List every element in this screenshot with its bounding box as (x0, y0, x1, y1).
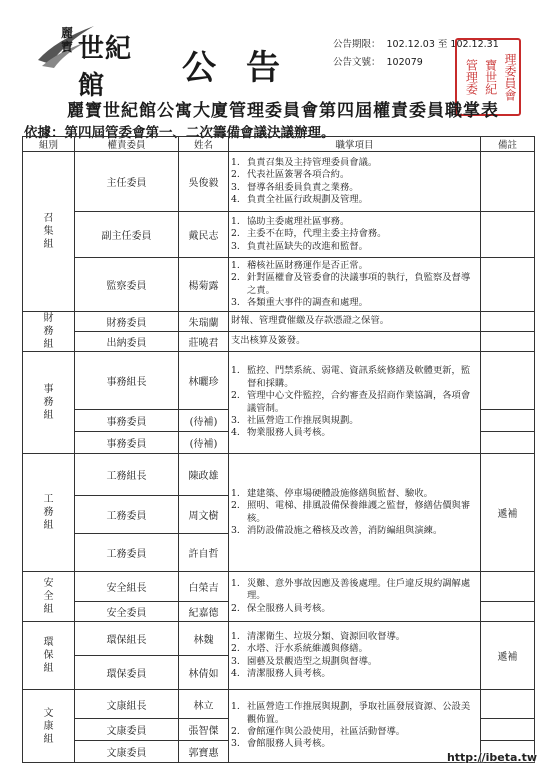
duties-cell (229, 312, 481, 332)
role-cell: 事務委員 (75, 410, 179, 432)
duty-item (231, 578, 478, 603)
table-row (23, 258, 535, 312)
duty-number: 3. (231, 524, 240, 536)
name-cell: 林魏 (179, 622, 229, 656)
name-cell: 楊菊露 (179, 258, 229, 312)
duty-item (231, 335, 478, 347)
note-cell (481, 719, 535, 741)
duty-item (231, 365, 478, 390)
duty-item (231, 643, 478, 655)
duty-text: 清潔衛生、垃圾分類、資源回收督導。 (247, 630, 406, 642)
duty-item (231, 488, 478, 500)
duty-text: 保全服務人員考核。 (247, 602, 331, 614)
duty-item (231, 525, 478, 537)
name-cell: 周文樹 (179, 496, 229, 534)
duty-text: 管理中心文件監控，合約審查及招商作業協調，各項會議管制。 (247, 390, 471, 414)
group-label: 事務組 (43, 384, 54, 421)
group-label: 召集組 (43, 213, 54, 250)
notice-period-label: 公告期限： (333, 39, 381, 50)
role-cell: 財務委員 (75, 312, 179, 332)
duty-number: 4. (231, 667, 240, 679)
name-cell: 林倩如 (179, 656, 229, 690)
name-cell: 戴民志 (179, 212, 229, 258)
logo-small-text: 麗寶 (60, 26, 73, 54)
group-label: 文康組 (43, 707, 54, 745)
role-cell: 主任委員 (75, 152, 179, 212)
duty-text: 照明、電梯、排風設備保養維護之監督，修繕估價與審核。 (247, 500, 471, 524)
duty-number: 2. (231, 602, 240, 614)
header-group: 組別 (23, 137, 75, 152)
stamp-column: 理委員會 (503, 53, 517, 101)
duty-number: 3. (231, 655, 240, 667)
note-cell: 遞補 (481, 454, 535, 572)
duty-item (231, 216, 478, 228)
note-cell (481, 602, 535, 622)
group-cell (23, 572, 75, 622)
note-cell (481, 410, 535, 432)
duty-number: 3. (231, 414, 240, 426)
watermark: http://ibeta.tw (446, 751, 537, 764)
header-duties: 職掌項目 (229, 137, 481, 152)
stamp-column: 寶世紀 (483, 59, 498, 95)
role-cell: 安全組長 (75, 572, 179, 602)
duty-number: 2. (231, 390, 240, 402)
duties-cell (229, 622, 481, 690)
role-cell: 工務組長 (75, 454, 179, 496)
name-cell: (待補) (179, 432, 229, 454)
note-cell (481, 258, 535, 312)
duty-item (231, 194, 478, 206)
document-title: 麗寶世紀館公寓大廈管理委員會第四屆權責委員職掌表 (67, 101, 499, 121)
note-cell (481, 152, 535, 212)
duty-table-body (23, 152, 535, 763)
name-cell: 紀嘉德 (179, 602, 229, 622)
table-row (23, 572, 535, 602)
notice-title: 公告 (182, 48, 310, 88)
group-cell (23, 152, 75, 312)
duty-item (231, 668, 478, 680)
duty-number: 1. (231, 156, 240, 168)
group-label: 工務組 (43, 494, 54, 531)
duty-text: 督導各組委員負責之業務。 (247, 181, 359, 193)
duty-item (231, 157, 478, 169)
duty-number: 3. (231, 181, 240, 193)
duty-item (231, 241, 478, 253)
duty-item (231, 631, 478, 643)
name-cell: (待補) (179, 410, 229, 432)
table-row (23, 152, 535, 212)
name-cell: 朱瑞蘭 (179, 312, 229, 332)
duty-text: 災難、意外事故因應及善後處理。住戶違反規約調解處理。 (247, 577, 471, 602)
duty-text: 負責社區缺失的改進和監督。 (247, 240, 368, 252)
role-cell: 事務委員 (75, 432, 179, 454)
name-cell: 郭寶惠 (179, 741, 229, 763)
header-role: 權責委員 (75, 137, 179, 152)
duty-text: 消防設備設施之稽核及改善，消防編組與演練。 (247, 524, 443, 536)
duty-item (231, 390, 478, 415)
duty-table (22, 136, 535, 763)
table-row (23, 352, 535, 410)
duty-text: 協助主委處理社區事務。 (247, 215, 350, 227)
table-row (23, 454, 535, 496)
duty-number: 1. (231, 215, 240, 227)
duty-text: 社區營造工作推展與規劃。 (247, 414, 359, 426)
duty-item (231, 726, 478, 738)
duty-number: 3. (231, 240, 240, 252)
group-label: 環保組 (43, 637, 54, 674)
notice-doc-value: 102079 (386, 57, 423, 68)
role-cell: 監察委員 (75, 258, 179, 312)
duty-number: 2. (231, 169, 240, 181)
duty-item (231, 228, 478, 240)
duty-item (231, 701, 478, 726)
duty-item (231, 415, 478, 427)
duty-number: 2. (231, 500, 240, 512)
group-cell (23, 622, 75, 690)
group-cell (23, 312, 75, 352)
duty-text: 負責全社區行政規劃及管理。 (247, 193, 368, 205)
duties-cell (229, 454, 481, 572)
duty-item (231, 427, 478, 439)
duties-cell (229, 152, 481, 212)
group-label: 安全組 (43, 578, 54, 615)
name-cell: 林曬珍 (179, 352, 229, 410)
duty-number: 2. (231, 726, 240, 737)
logo-main-text: 世紀館 (78, 34, 133, 101)
duties-cell (229, 258, 481, 312)
logo (36, 20, 156, 101)
note-cell (481, 332, 535, 352)
duty-item (231, 500, 478, 525)
role-cell: 出納委員 (75, 332, 179, 352)
duty-text: 稽核社區財務運作是否正常。 (247, 259, 368, 271)
duties-cell (229, 572, 481, 622)
duty-item (231, 260, 478, 272)
duty-text: 清潔服務人員考核。 (247, 667, 331, 679)
name-cell: 莊曉君 (179, 332, 229, 352)
group-cell (23, 352, 75, 454)
role-cell: 環保組長 (75, 622, 179, 656)
name-cell: 吳俊毅 (179, 152, 229, 212)
duties-cell (229, 332, 481, 352)
note-cell (481, 312, 535, 332)
duty-text: 建建築、停車場硬體設施修繕與監督、驗收。 (247, 487, 433, 499)
duty-text: 針對區權會及管委會的決議事項的執行，負監察及督導之責。 (247, 272, 471, 296)
duties-cell (229, 212, 481, 258)
name-cell: 陳政雄 (179, 454, 229, 496)
document-basis: 依據：第四屆管委會第一、二次籌備會議決議辦理。 (24, 125, 335, 141)
table-row (23, 690, 535, 719)
duty-item (231, 169, 478, 181)
duty-text: 支出核算及簽發。 (231, 335, 306, 347)
duty-number: 2. (231, 643, 240, 655)
duties-cell (229, 352, 481, 454)
duty-number: 1. (231, 259, 240, 271)
duty-item (231, 272, 478, 297)
name-cell: 白榮吉 (179, 572, 229, 602)
duty-text: 財報、管理費催繳及存款憑證之保管。 (231, 315, 390, 327)
group-cell (23, 454, 75, 572)
role-cell: 工務委員 (75, 496, 179, 534)
header-note: 備註 (481, 137, 535, 152)
note-cell (481, 432, 535, 454)
role-cell: 文康委員 (75, 741, 179, 763)
duty-item (231, 315, 478, 327)
role-cell: 文康委員 (75, 719, 179, 741)
duty-item (231, 738, 478, 750)
table-header-row (23, 137, 535, 152)
duty-number: 1. (231, 577, 240, 589)
name-cell: 林立 (179, 690, 229, 719)
duty-text: 代表社區簽署各項合約。 (247, 169, 350, 181)
duty-text: 會館服務人員考核。 (247, 738, 331, 750)
role-cell: 文康組長 (75, 690, 179, 719)
duty-number: 4. (231, 427, 240, 439)
note-cell (481, 572, 535, 602)
notice-doc-number (333, 54, 423, 68)
duty-item (231, 656, 478, 668)
duty-text: 園藝及景觀造型之規劃與督導。 (247, 655, 378, 667)
duty-text: 水塔、汙水系統維護與修繕。 (247, 643, 368, 655)
duty-number: 4. (231, 193, 240, 205)
name-cell: 張智傑 (179, 719, 229, 741)
duty-item (231, 603, 478, 615)
notice-period-value: 102.12.03 至 102.12.31 (386, 39, 499, 50)
duty-number: 3. (231, 738, 240, 750)
duty-number: 1. (231, 365, 240, 377)
duty-number: 2. (231, 228, 240, 240)
note-cell (481, 352, 535, 410)
duty-number: 1. (231, 630, 240, 642)
note-cell: 遞補 (481, 622, 535, 690)
role-cell: 工務委員 (75, 534, 179, 572)
duty-text: 社區營造工作推展與規劃，爭取社區發展資源、公設美觀佈置。 (247, 701, 471, 725)
name-cell: 許自哲 (179, 534, 229, 572)
stamp-column: 管理委 (464, 59, 479, 95)
table-row (23, 622, 535, 656)
duty-text: 物業服務人員考核。 (247, 427, 331, 439)
group-cell (23, 690, 75, 763)
duty-item (231, 297, 478, 309)
duty-number: 1. (231, 701, 240, 713)
duty-text: 主委不在時，代理主委主持會務。 (247, 228, 387, 240)
role-cell: 副主任委員 (75, 212, 179, 258)
table-row (23, 212, 535, 258)
note-cell (481, 690, 535, 719)
duty-text: 負責召集及主持管理委員會議。 (247, 156, 378, 168)
duty-text: 會館運作與公設使用，社區活動督導。 (247, 726, 406, 737)
note-cell (481, 212, 535, 258)
role-cell: 環保委員 (75, 656, 179, 690)
duty-number: 2. (231, 272, 240, 284)
header-name: 姓名 (179, 137, 229, 152)
duties-cell (229, 690, 481, 763)
duty-text: 各類重大事件的調查和處理。 (247, 296, 368, 308)
duty-number: 1. (231, 487, 240, 499)
role-cell: 事務組長 (75, 352, 179, 410)
table-row (23, 312, 535, 332)
table-row (23, 332, 535, 352)
group-label: 財務組 (43, 313, 54, 350)
notice-doc-label: 公告文號： (333, 57, 381, 68)
role-cell: 安全委員 (75, 602, 179, 622)
duty-number: 3. (231, 296, 240, 308)
duty-text: 監控、門禁系統、弱電、資訊系統修繕及軟體更新，監督和採購。 (247, 365, 471, 389)
duty-item (231, 182, 478, 194)
